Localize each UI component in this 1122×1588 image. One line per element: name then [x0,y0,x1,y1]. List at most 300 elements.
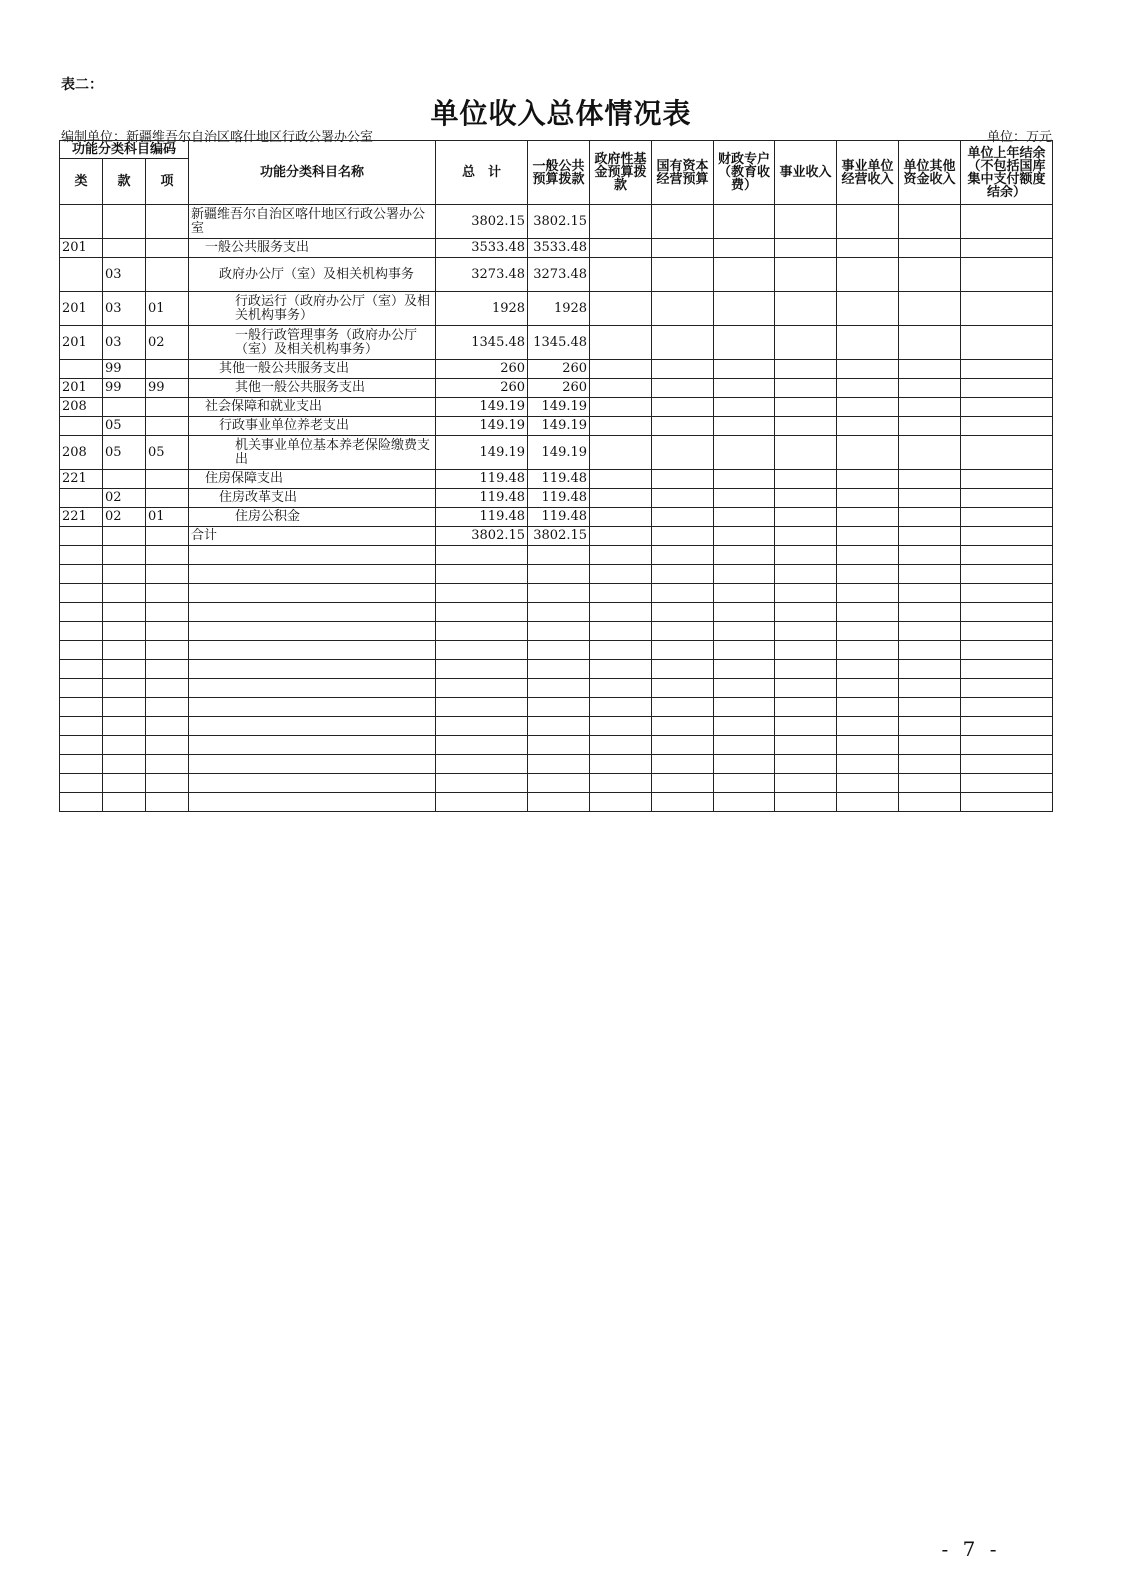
cell-empty [961,398,1053,417]
cell-empty [436,793,528,812]
table-row-empty [60,641,1053,660]
cell-lei [60,258,103,292]
cell-empty [590,717,652,736]
cell-empty [714,508,775,527]
cell-empty [590,508,652,527]
cell-empty [899,755,961,774]
cell-empty [775,379,837,398]
cell-empty [60,603,103,622]
cell-empty [775,774,837,793]
table-row-empty [60,546,1053,565]
table-row [60,489,1053,508]
cell-empty [528,603,590,622]
cell-empty [899,546,961,565]
table-row [60,258,1053,292]
cell-total: 1345.48 [436,326,528,360]
cell-empty [189,755,436,774]
cell-empty [60,546,103,565]
table-row-empty [60,622,1053,641]
cell-empty [775,793,837,812]
cell-total: 119.48 [436,489,528,508]
cell-empty [652,398,714,417]
cell-empty [590,417,652,436]
cell-kuan: 03 [103,258,146,292]
cell-empty [899,698,961,717]
cell-empty [103,603,146,622]
cell-empty [775,205,837,239]
cell-empty [961,379,1053,398]
cell-empty [961,584,1053,603]
cell-empty [60,793,103,812]
cell-empty [436,641,528,660]
cell-empty [189,565,436,584]
cell-kuan: 03 [103,326,146,360]
cell-empty [590,774,652,793]
table-row [60,239,1053,258]
cell-general-budget: 119.48 [528,470,590,489]
cell-xiang: 05 [146,436,189,470]
cell-empty [714,436,775,470]
cell-empty [652,774,714,793]
cell-empty [714,660,775,679]
table-row-empty [60,565,1053,584]
cell-empty [714,417,775,436]
cell-lei [60,527,103,546]
header-general-budget: 一般公共预算拨款 [528,141,590,205]
cell-empty [103,698,146,717]
cell-empty [652,360,714,379]
cell-empty [60,584,103,603]
table-row [60,508,1053,527]
cell-empty [961,603,1053,622]
header-xiang: 项 [146,159,189,205]
cell-empty [961,489,1053,508]
cell-lei: 221 [60,470,103,489]
cell-lei: 208 [60,436,103,470]
cell-xiang: 01 [146,292,189,326]
cell-general-budget: 3802.15 [528,205,590,239]
cell-kuan [103,398,146,417]
cell-empty [590,641,652,660]
cell-empty [899,774,961,793]
cell-empty [775,660,837,679]
cell-empty [528,546,590,565]
cell-empty [146,698,189,717]
cell-empty [837,679,899,698]
cell-empty [837,326,899,360]
cell-lei [60,360,103,379]
cell-empty [775,508,837,527]
cell-empty [961,470,1053,489]
cell-empty [714,565,775,584]
cell-empty [436,603,528,622]
cell-empty [590,565,652,584]
cell-empty [837,736,899,755]
header-total: 总 计 [436,141,528,205]
cell-empty [590,436,652,470]
cell-empty [103,755,146,774]
cell-empty [899,717,961,736]
table-row-empty [60,736,1053,755]
table-row-empty [60,584,1053,603]
cell-general-budget: 149.19 [528,417,590,436]
cell-empty [775,489,837,508]
cell-general-budget: 3533.48 [528,239,590,258]
cell-xiang [146,398,189,417]
cell-empty [189,698,436,717]
cell-empty [590,398,652,417]
cell-empty [775,436,837,470]
cell-empty [714,379,775,398]
cell-lei [60,489,103,508]
cell-total: 149.19 [436,398,528,417]
cell-empty [899,622,961,641]
cell-empty [146,660,189,679]
table-row-empty [60,717,1053,736]
cell-lei: 208 [60,398,103,417]
cell-empty [961,698,1053,717]
cell-empty [837,258,899,292]
cell-empty [590,527,652,546]
cell-empty [103,736,146,755]
cell-empty [714,584,775,603]
cell-empty [436,565,528,584]
cell-empty [899,239,961,258]
cell-empty [775,584,837,603]
cell-empty [714,258,775,292]
header-prior-balance: 单位上年结余（不包括国库集中支付额度结余） [961,141,1053,205]
cell-empty [961,546,1053,565]
cell-empty [714,292,775,326]
cell-empty [146,622,189,641]
cell-empty [652,717,714,736]
cell-empty [528,793,590,812]
cell-name: 新疆维吾尔自治区喀什地区行政公署办公室 [189,205,436,239]
cell-empty [961,292,1053,326]
cell-empty [837,565,899,584]
cell-empty [837,698,899,717]
cell-general-budget: 149.19 [528,436,590,470]
cell-empty [775,398,837,417]
cell-empty [528,584,590,603]
cell-total: 149.19 [436,436,528,470]
cell-empty [652,258,714,292]
cell-empty [652,660,714,679]
table-row-empty [60,755,1053,774]
cell-empty [775,546,837,565]
cell-empty [652,417,714,436]
cell-empty [652,379,714,398]
cell-empty [899,417,961,436]
cell-empty [60,774,103,793]
cell-empty [528,679,590,698]
cell-empty [590,584,652,603]
cell-empty [146,584,189,603]
cell-empty [961,755,1053,774]
cell-empty [103,793,146,812]
cell-general-budget: 149.19 [528,398,590,417]
cell-general-budget: 119.48 [528,489,590,508]
cell-empty [146,793,189,812]
cell-empty [837,622,899,641]
cell-empty [146,603,189,622]
cell-empty [590,360,652,379]
cell-empty [590,379,652,398]
cell-empty [714,622,775,641]
cell-kuan: 02 [103,489,146,508]
cell-total: 149.19 [436,417,528,436]
cell-empty [146,717,189,736]
cell-empty [961,793,1053,812]
table-row [60,470,1053,489]
cell-name: 行政事业单位养老支出 [189,417,436,436]
cell-xiang [146,417,189,436]
cell-empty [436,660,528,679]
cell-empty [961,239,1053,258]
cell-empty [775,736,837,755]
cell-empty [590,736,652,755]
cell-empty [103,622,146,641]
cell-empty [652,698,714,717]
cell-kuan: 99 [103,360,146,379]
cell-empty [837,360,899,379]
cell-general-budget: 260 [528,360,590,379]
cell-empty [590,679,652,698]
cell-empty [899,205,961,239]
cell-empty [60,717,103,736]
cell-empty [60,679,103,698]
cell-empty [775,755,837,774]
cell-empty [899,508,961,527]
cell-empty [961,258,1053,292]
cell-empty [528,622,590,641]
cell-empty [775,641,837,660]
cell-lei: 221 [60,508,103,527]
cell-empty [436,755,528,774]
header-lei: 类 [60,159,103,205]
cell-empty [590,239,652,258]
cell-kuan: 05 [103,417,146,436]
cell-empty [899,470,961,489]
cell-empty [899,679,961,698]
currency-label: 单位：万元 [986,130,1052,145]
cell-empty [590,292,652,326]
cell-empty [714,774,775,793]
cell-empty [103,679,146,698]
cell-empty [590,546,652,565]
cell-empty [590,326,652,360]
cell-general-budget: 3273.48 [528,258,590,292]
cell-empty [436,546,528,565]
cell-empty [899,793,961,812]
cell-lei: 201 [60,292,103,326]
cell-empty [837,755,899,774]
cell-total: 1928 [436,292,528,326]
cell-empty [775,565,837,584]
cell-empty [436,584,528,603]
cell-empty [590,622,652,641]
cell-empty [775,292,837,326]
cell-lei: 201 [60,379,103,398]
cell-xiang: 01 [146,508,189,527]
cell-empty [714,360,775,379]
cell-empty [590,660,652,679]
cell-empty [146,736,189,755]
cell-empty [714,603,775,622]
cell-empty [189,584,436,603]
cell-empty [189,603,436,622]
cell-general-budget: 119.48 [528,508,590,527]
cell-empty [837,205,899,239]
cell-empty [899,326,961,360]
cell-empty [837,379,899,398]
cell-empty [775,239,837,258]
table-row-empty [60,698,1053,717]
cell-empty [899,565,961,584]
cell-empty [436,622,528,641]
cell-empty [899,660,961,679]
cell-empty [436,736,528,755]
cell-empty [899,292,961,326]
cell-xiang [146,489,189,508]
cell-empty [837,527,899,546]
table-row [60,527,1053,546]
cell-empty [528,698,590,717]
cell-empty [775,258,837,292]
cell-empty [837,508,899,527]
cell-xiang: 99 [146,379,189,398]
cell-empty [899,258,961,292]
cell-empty [837,239,899,258]
table-row [60,417,1053,436]
table-row [60,360,1053,379]
cell-lei: 201 [60,326,103,360]
cell-total: 119.48 [436,470,528,489]
cell-name: 机关事业单位基本养老保险缴费支出 [189,436,436,470]
cell-empty [775,622,837,641]
cell-empty [961,527,1053,546]
cell-xiang [146,205,189,239]
cell-general-budget: 260 [528,379,590,398]
cell-empty [60,736,103,755]
cell-empty [146,679,189,698]
cell-empty [189,736,436,755]
cell-empty [837,470,899,489]
cell-empty [899,641,961,660]
cell-empty [775,470,837,489]
cell-empty [775,679,837,698]
cell-total: 3802.15 [436,205,528,239]
cell-empty [103,565,146,584]
cell-empty [189,546,436,565]
cell-empty [714,717,775,736]
cell-empty [837,641,899,660]
cell-empty [714,489,775,508]
cell-empty [714,641,775,660]
cell-empty [837,660,899,679]
cell-empty [837,584,899,603]
cell-empty [189,641,436,660]
cell-empty [899,398,961,417]
table-row-empty [60,679,1053,698]
cell-empty [899,736,961,755]
cell-empty [714,755,775,774]
table-row-empty [60,793,1053,812]
cell-empty [103,660,146,679]
cell-empty [899,360,961,379]
table-row [60,292,1053,326]
cell-xiang [146,470,189,489]
header-fiscal-special: 财政专户（教育收费） [714,141,775,205]
cell-empty [775,326,837,360]
cell-empty [103,546,146,565]
cell-empty [837,436,899,470]
cell-name: 社会保障和就业支出 [189,398,436,417]
cell-empty [837,717,899,736]
cell-empty [837,489,899,508]
table-label: 表二： [61,77,103,93]
cell-lei [60,205,103,239]
cell-kuan: 02 [103,508,146,527]
cell-empty [189,774,436,793]
cell-empty [961,679,1053,698]
cell-xiang: 02 [146,326,189,360]
cell-kuan: 99 [103,379,146,398]
cell-empty [961,660,1053,679]
cell-empty [714,205,775,239]
page-number: - 7 - [941,1537,1001,1561]
cell-empty [961,641,1053,660]
cell-empty [837,417,899,436]
cell-kuan [103,470,146,489]
cell-empty [189,679,436,698]
cell-empty [714,527,775,546]
income-table [59,140,1053,812]
cell-empty [528,736,590,755]
cell-empty [714,470,775,489]
cell-kuan [103,205,146,239]
cell-empty [590,258,652,292]
cell-lei [60,417,103,436]
cell-empty [899,379,961,398]
table-row-empty [60,603,1053,622]
cell-kuan: 05 [103,436,146,470]
cell-name: 政府办公厅（室）及相关机构事务 [189,258,436,292]
cell-empty [652,622,714,641]
cell-empty [775,527,837,546]
page-title: 单位收入总体情况表 [430,97,692,130]
header-gov-fund: 政府性基金预算拨款 [590,141,652,205]
cell-empty [652,565,714,584]
unit-label: 编制单位：新疆维吾尔自治区喀什地区行政公署办公室 [61,130,374,145]
cell-empty [775,698,837,717]
cell-empty [652,793,714,812]
cell-empty [146,774,189,793]
cell-empty [775,417,837,436]
table-row [60,379,1053,398]
cell-empty [103,717,146,736]
cell-empty [961,205,1053,239]
cell-general-budget: 1345.48 [528,326,590,360]
cell-name: 合计 [189,527,436,546]
cell-empty [652,641,714,660]
header-business-operating: 事业单位经营收入 [837,141,899,205]
cell-total: 260 [436,360,528,379]
header-state-capital: 国有资本经营预算 [652,141,714,205]
cell-empty [899,603,961,622]
table-row [60,436,1053,470]
cell-empty [899,436,961,470]
